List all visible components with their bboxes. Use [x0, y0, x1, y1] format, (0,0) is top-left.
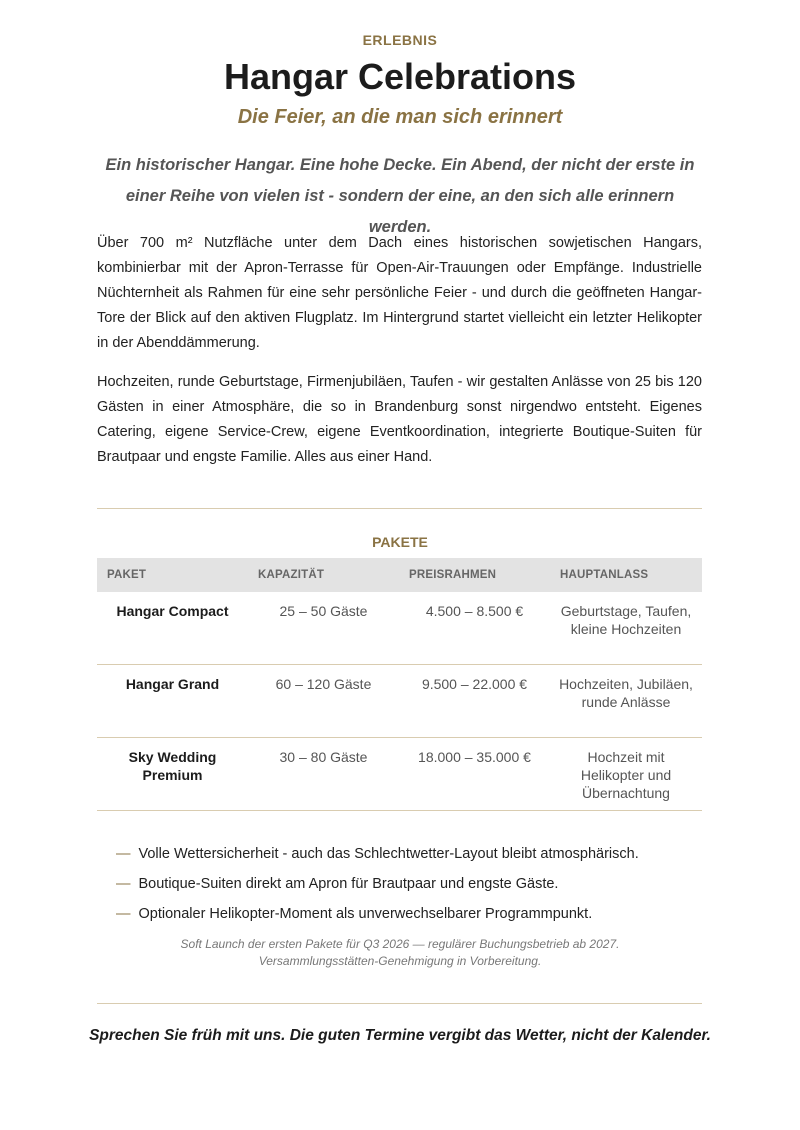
table-row — [97, 665, 702, 738]
body-paragraph-2: Hochzeiten, runde Geburtstage, Firmenjubiläen, Taufen - wir gestalten Anlässe von 25 bis 120 Gästen in einer Atmosphäre, die so in Brandenburg sonst nirgendwo entsteht. Eigenes Catering, eigene Service-Crew, eigene Eventkoordination, integrierte Boutique-Suiten für Brautpaar und engste Familie. Alles aus einer Hand. — [97, 374, 702, 465]
packages-table — [97, 558, 702, 811]
list-item-text: Boutique-Suiten direkt am Apron für Brautpaar und engste Gäste. — [138, 876, 559, 892]
list-item-text: Optionaler Helikopter-Moment als unverwechselbarer Programmpunkt. — [138, 906, 593, 922]
lead-paragraph: Ein historischer Hangar. Eine hohe Decke. Ein Abend, der nicht der erste in einer Reihe von vielen ist - sondern der eine, an den sich alle erinnern werden. — [105, 156, 695, 236]
list-item — [116, 842, 676, 872]
dash-marker-icon: — — [116, 906, 131, 922]
column-header-kapazitaet: KAPAZITÄT — [248, 558, 399, 592]
closing-statement: Sprechen Sie früh mit uns. Die guten Termine vergibt das Wetter, nicht der Kalender. — [89, 1027, 711, 1044]
table-row — [97, 592, 702, 665]
launch-note — [98, 936, 702, 970]
table-header-row — [97, 558, 702, 592]
column-header-preisrahmen: PREISRAHMEN — [399, 558, 550, 592]
feature-list — [116, 842, 676, 932]
launch-note-line-1: Soft Launch der ersten Pakete für Q3 2026 — regulärer Buchungsbetrieb ab 2027. — [180, 937, 620, 951]
package-name: Hangar Compact — [97, 592, 248, 665]
launch-note-line-2: Versammlungsstätten-Genehmigung in Vorbereitung. — [258, 954, 542, 968]
package-occasion: Hochzeiten, Jubiläen, runde Anlässe — [550, 665, 702, 738]
table-row — [97, 738, 702, 811]
page-subtitle: Die Feier, an die man sich erinnert — [237, 106, 563, 128]
package-capacity: 25 – 50 Gäste — [248, 592, 399, 665]
package-price: 4.500 – 8.500 € — [399, 592, 550, 665]
package-price: 9.500 – 22.000 € — [399, 665, 550, 738]
packages-section-label: PAKETE — [372, 534, 428, 550]
dash-marker-icon: — — [116, 846, 131, 862]
divider-top — [97, 508, 702, 509]
package-name: Sky Wedding Premium — [97, 738, 248, 811]
dash-marker-icon: — — [116, 876, 131, 892]
eyebrow-label: ERLEBNIS — [362, 32, 438, 48]
list-item — [116, 902, 676, 932]
package-capacity: 60 – 120 Gäste — [248, 665, 399, 738]
divider-bottom — [97, 1003, 702, 1004]
package-price: 18.000 – 35.000 € — [399, 738, 550, 811]
body-paragraph-1: Über 700 m² Nutzfläche unter dem Dach eines historischen sowjetischen Hangars, kombinierbar mit der Apron-Terrasse für Open-Air-Trauungen oder Empfänge. Industrielle Nüchternheit als Rahmen für eine sehr persönliche Feier - und durch die geöffneten Hangar-Tore der Blick auf den aktiven Flugplatz. Im Hintergrund startet vielleicht ein letzter Helikopter in der Abenddämmerung. — [97, 235, 702, 351]
list-item-text: Volle Wettersicherheit - auch das Schlechtwetter-Layout bleibt atmosphärisch. — [138, 846, 639, 862]
package-name: Hangar Grand — [97, 665, 248, 738]
page-title: Hangar Celebrations — [223, 56, 577, 97]
column-header-paket: PAKET — [97, 558, 248, 592]
package-occasion: Hochzeit mit Helikopter und Übernachtung — [550, 738, 702, 811]
package-occasion: Geburtstage, Taufen, kleine Hochzeiten — [550, 592, 702, 665]
package-capacity: 30 – 80 Gäste — [248, 738, 399, 811]
list-item — [116, 872, 676, 902]
column-header-hauptanlass: HAUPTANLASS — [550, 558, 702, 592]
